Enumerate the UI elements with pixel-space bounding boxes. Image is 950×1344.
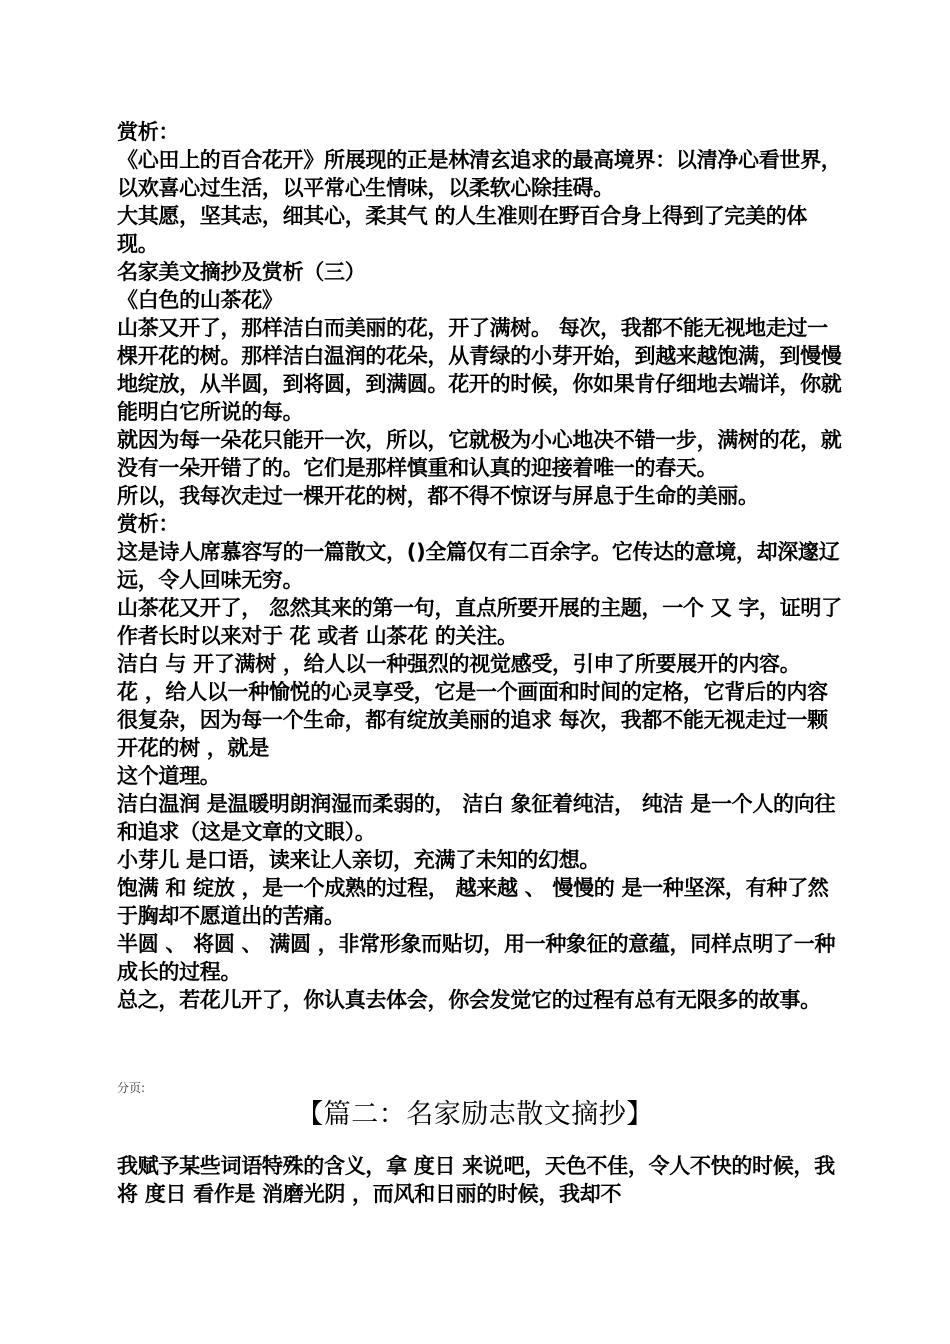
paragraph: 所以，我每次走过一棵开花的树，都不得不惊讶与屏息于生命的美丽。 xyxy=(117,484,759,508)
paragraph: 赏析： xyxy=(117,120,180,144)
section-title: 【篇二：名家励志散文摘抄】 xyxy=(296,1099,654,1130)
paragraph: 小芽儿 是口语，读来让人亲切，充满了未知的幻想。 xyxy=(117,848,601,872)
article-body xyxy=(117,118,847,1014)
continued-body xyxy=(117,1152,847,1208)
work-title: 《白色的山茶花》 xyxy=(117,288,283,312)
paragraph: 洁白 与 开了满树 ，给人以一种强烈的视觉感受，引申了所要展开的内容。 xyxy=(117,652,801,676)
section-heading: 名家美文摘抄及赏析（三） xyxy=(117,260,366,284)
paragraph: 花 ，给人以一种愉悦的心灵享受，它是一个画面和时间的定格，它背后的内容很复杂，因为每一个生命，都有绽放美丽的追求 每次，我都不能无视走过一颗开花的树 ，就是 xyxy=(117,680,828,760)
paragraph: 这个道理。 xyxy=(117,764,221,788)
paragraph: 这是诗人席慕容写的一篇散文，()全篇仅有二百余字。它传达的意境，却深邃辽远，令人回味无穷。 xyxy=(117,540,840,592)
paragraph: 赏析： xyxy=(117,512,180,536)
paragraph: 《心田上的百合花开》所展现的正是林清玄追求的最高境界：以清净心看世界，以欢喜心过生活，以平常心生情味，以柔软心除挂碍。 xyxy=(117,148,842,200)
paragraph: 山茶花又开了， 忽然其来的第一句，直点所要开展的主题，一个 又 字，证明了作者长时以来对于 花 或者 山茶花 的关注。 xyxy=(117,596,842,648)
paragraph: 就因为每一朵花只能开一次，所以，它就极为小心地决不错一步，满树的花，就没有一朵开错了的。它们是那样慎重和认真的迎接着唯一的春天。 xyxy=(117,428,842,480)
paragraph: 我赋予某些词语特殊的含义，拿 度日 来说吧，天色不佳，令人不快的时候，我将 度日 看作是 消磨光阴 ，而风和日丽的时候，我却不 xyxy=(117,1154,835,1206)
paragraph: 饱满 和 绽放 ，是一个成熟的过程， 越来越 、 慢慢的 是一种坚深，有种了然于胸却不愿道出的苦痛。 xyxy=(117,876,829,928)
paragraph: 总之，若花儿开了，你认真去体会，你会发觉它的过程有总有无限多的故事。 xyxy=(117,988,821,1012)
page-break-label: 分页: xyxy=(117,1081,146,1095)
paragraph: 半圆 、 将圆 、 满圆 ，非常形象而贴切，用一种象征的意蕴，同样点明了一种成长的过程。 xyxy=(117,932,836,984)
paragraph: 山茶又开了，那样洁白而美丽的花，开了满树。 每次，我都不能无视地走过一棵开花的树。那样洁白温润的花朵，从青绿的小芽开始，到越来越饱满，到慢慢地绽放，从半圆，到将圆，到满圆。花开的时候，你如果肯仔细地去端详，你就能明白它所说的每。 xyxy=(117,316,842,424)
paragraph: 洁白温润 是温暖明朗润湿而柔弱的， 洁白 象征着纯洁， 纯洁 是一个人的向往和追求（这是文章的文眼）。 xyxy=(117,792,836,844)
paragraph: 大其愿，坚其志，细其心，柔其气 的人生准则在野百合身上得到了完美的体现。 xyxy=(117,204,808,256)
